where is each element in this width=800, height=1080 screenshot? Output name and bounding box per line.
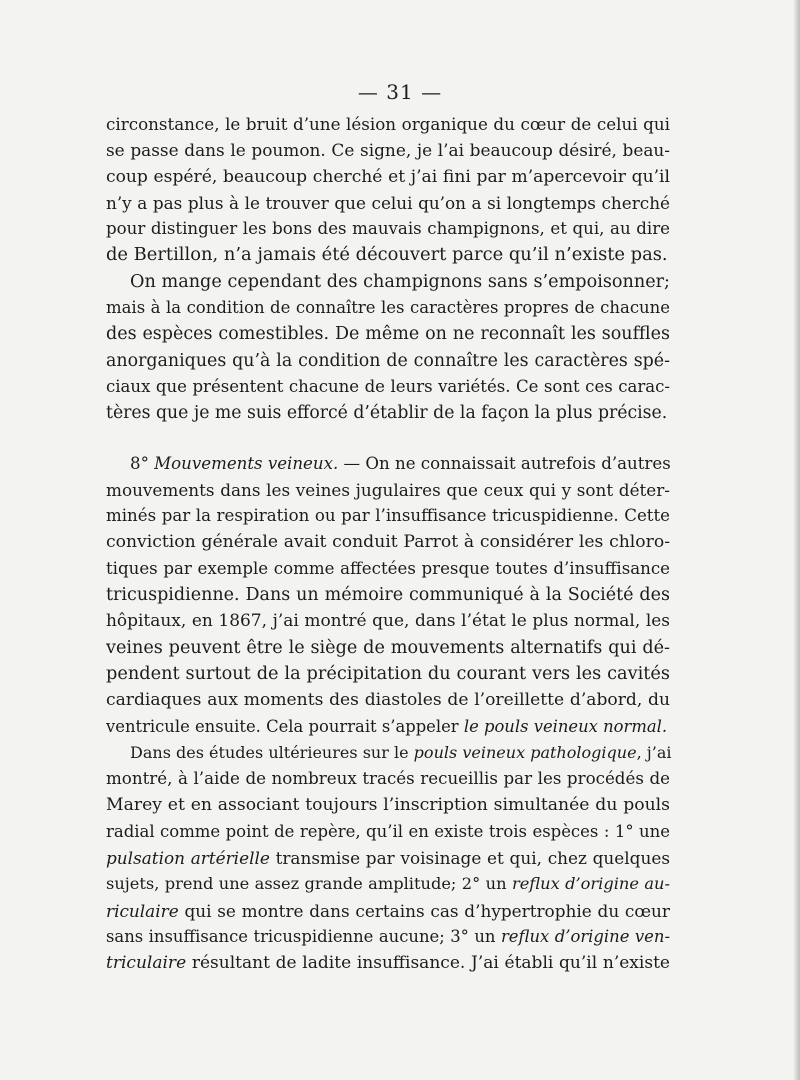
- text-run: veines peuvent être le siège de mouvements alternatifs qui dé-: [106, 637, 670, 658]
- italic-text: pouls veineux pathologique: [413, 742, 637, 762]
- text-run: transmise par voisinage et qui, chez quelques: [269, 848, 670, 869]
- text-line: [106, 661, 670, 687]
- text-run: n’y a pas plus à le trouver que celui qu’on a si longtemps cherché: [106, 192, 670, 213]
- text-run: résultant de ladite insuffisance. J’ai établi qu’il n’existe: [186, 953, 670, 974]
- text-line: [106, 556, 670, 582]
- text-run: pour distinguer les bons des mauvais champignons, et qui, au dire: [106, 219, 670, 239]
- page-number: — 31 —: [357, 80, 443, 104]
- text-run: mais à la condition de connaître les caractères propres de chacune: [106, 298, 670, 318]
- italic-text: le pouls veineux normal.: [463, 716, 668, 736]
- text-line: [106, 898, 670, 924]
- text-run: mouvements dans les veines jugulaires que ceux qui y sont déter-: [106, 479, 670, 500]
- text-line: [106, 164, 670, 190]
- paragraph-gap: [106, 427, 670, 451]
- text-line: [106, 792, 670, 818]
- text-line: [106, 269, 670, 295]
- text-run: On mange cependant des champignons sans s’empoisonner;: [130, 271, 670, 292]
- text-run: tères que je me suis efforcé d’établir de la façon la plus précise.: [106, 403, 668, 424]
- text-line: [106, 714, 670, 740]
- section-heading-italic: Mouvements veineux.: [154, 453, 339, 473]
- text-line: [106, 635, 670, 661]
- page-edge-shadow: [794, 0, 800, 1080]
- italic-text: reflux d’origine ven-: [500, 926, 670, 946]
- text-run: — On ne connaissait autrefois d’autres: [338, 453, 671, 473]
- text-run: radial comme point de repère, qu’il en existe trois espèces : 1° une: [106, 821, 670, 841]
- text-line: [106, 582, 670, 608]
- text-line: [106, 529, 670, 555]
- body-text: [106, 111, 670, 977]
- text-run: montré, à l’aide de nombreux tracés recueillis par les procédés de: [106, 769, 670, 789]
- text-line: [106, 766, 670, 792]
- text-line: [106, 819, 670, 845]
- text-run: pendent surtout de la précipitation du courant vers les cavités: [106, 663, 670, 684]
- paragraph-1: [106, 111, 670, 269]
- text-line: [106, 740, 670, 766]
- text-run: minés par la respiration ou par l’insuffisance tricuspidienne. Cette: [106, 506, 670, 526]
- italic-text: riculaire: [106, 900, 179, 921]
- text-run: des espèces comestibles. De même on ne reconnaît les souffles: [106, 324, 670, 345]
- text-run: hôpitaux, en 1867, j’ai montré que, dans l’état le plus normal, les: [106, 611, 670, 632]
- text-line: [106, 111, 670, 137]
- text-line: [106, 216, 670, 242]
- text-line: [106, 608, 670, 634]
- text-line: [106, 295, 670, 321]
- text-line: [106, 137, 670, 163]
- text-line: [106, 924, 670, 950]
- text-line: [106, 190, 670, 216]
- text-run: ventricule ensuite. Cela pourrait s’appeler: [106, 716, 464, 736]
- text-line: [106, 687, 670, 713]
- paragraph-2: [106, 269, 670, 427]
- text-line: [106, 477, 670, 503]
- text-line: [106, 321, 670, 347]
- text-run: ciaux que présentent chacune de leurs variétés. Ce sont ces carac-: [106, 376, 670, 396]
- text-run: tiques par exemple comme affectées presque toutes d’insuffisance: [106, 558, 670, 578]
- text-line: [106, 348, 670, 374]
- italic-text: triculaire: [106, 953, 187, 974]
- text-run: 8°: [130, 453, 155, 473]
- text-run: anorganiques qu’à la condition de connaître les caractères spé-: [106, 350, 670, 371]
- italic-text: pulsation artérielle: [106, 848, 270, 869]
- text-run: circonstance, le bruit d’une lésion organique du cœur de celui qui: [106, 114, 670, 134]
- text-run: Dans des études ultérieures sur le: [130, 742, 414, 762]
- text-line: [106, 374, 670, 400]
- text-line: [106, 503, 670, 529]
- paragraph-3: [106, 451, 670, 740]
- italic-text: reflux d’origine au-: [511, 874, 670, 894]
- text-run: sujets, prend une assez grande amplitude; 2° un: [106, 874, 512, 894]
- text-line: [106, 845, 670, 871]
- text-run: se passe dans le poumon. Ce signe, je l’ai beaucoup désiré, beau-: [106, 140, 670, 161]
- text-line: [106, 451, 670, 477]
- text-run: coup espéré, beaucoup cherché et j’ai fini par m’apercevoir qu’il: [106, 166, 670, 187]
- text-run: qui se montre dans certains cas d’hypertrophie du cœur: [178, 900, 670, 921]
- text-run: cardiaques aux moments des diastoles de l’oreillette d’abord, du: [106, 690, 670, 711]
- text-run: conviction générale avait conduit Parrot à considérer les chloro-: [106, 532, 670, 553]
- text-run: , j’ai: [636, 742, 672, 762]
- text-line: [106, 950, 670, 976]
- text-run: tricuspidienne. Dans un mémoire communiqué à la Société des: [106, 585, 670, 606]
- text-line: [106, 400, 670, 426]
- text-line: [106, 871, 670, 897]
- text-run: Marey et en associant toujours l’inscription simultanée du pouls: [106, 795, 670, 816]
- text-run: sans insuffisance tricuspidienne aucune; 3° un: [106, 926, 501, 946]
- text-run: de Bertillon, n’a jamais été découvert parce qu’il n’existe pas.: [106, 244, 668, 266]
- paragraph-4: [106, 740, 670, 977]
- text-line: [106, 242, 670, 268]
